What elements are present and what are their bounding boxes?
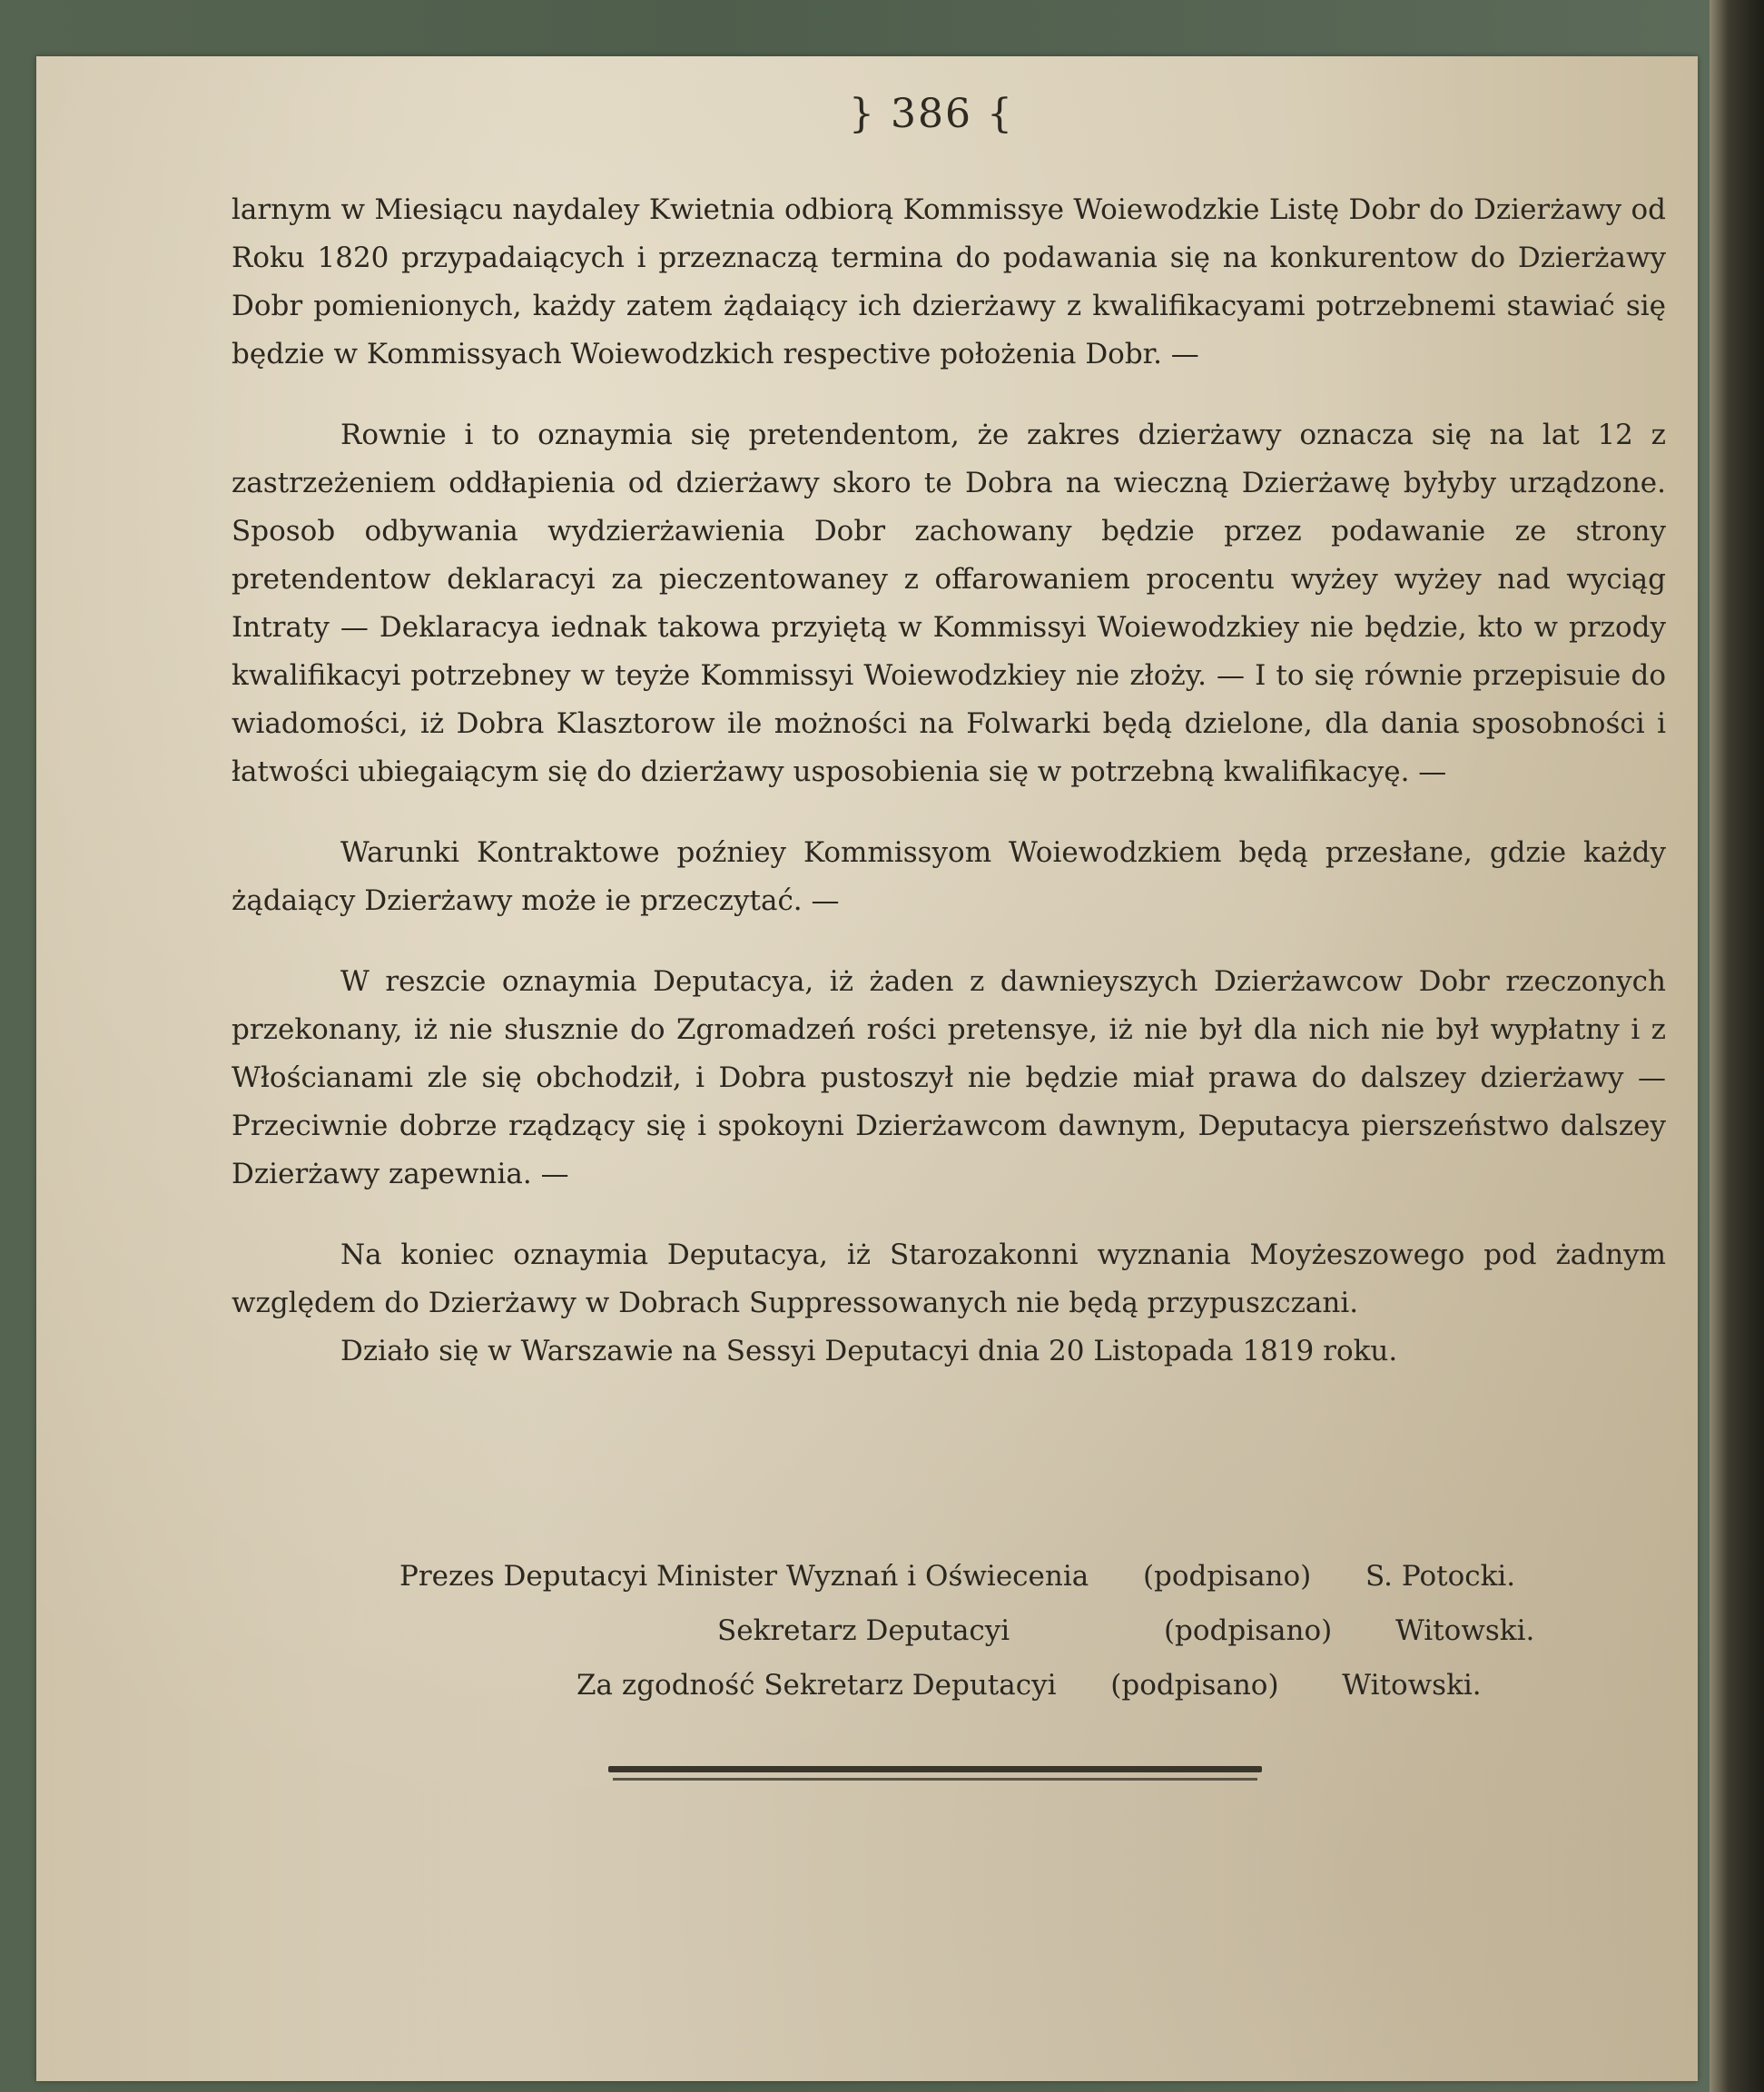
paragraph-2: Rownie i to oznaymia się pretendentom, że zakres dzierżawy oznacza się na lat 12 z zastrzeżeniem oddłapienia od dzierżawy skoro te Dobra na wieczną Dzierżawę byłyby urządzone. Sposob odbywania wydzierżawienia Dobr zachowany będzie przez podawanie ze strony pretendentow deklaracyi za pieczentowaney z offarowaniem procentu wyżey wyżey nad wyciąg Intraty — Deklaracya iednak takowa przyiętą w Kommissyi Woiewodzkiey nie będzie, kto w przody kwalifikacyi potrzebney w teyże Kommissyi Woiewodzkiey nie złoży. — I to się równie przepisuie do wiadomości, iż Dobra Klasztorow ile możności na Folwarki będą dzielone, dla dania sposobności i łatwości ubiegaiącym się do dzierżawy usposobienia się w potrzebną kwalifikacyę. — — [232, 419, 1666, 788]
signature-name: Witowski. — [1394, 1614, 1535, 1647]
page-number-value: 386 — [890, 91, 972, 137]
paragraph-4: W reszcie oznaymia Deputacya, iż żaden z dawnieyszych Dzierżawcow Dobr rzeczonych przekonany, iż nie słusznie do Zgromadzeń rości pretensye, iż nie był dla nich nie był wypłatny i z Włościanami zle się obchodził, i Dobra pustoszył nie będzie miał prawa do dalszey dzierżawy — Przeciwnie dobrze rządzący się i spokoyni Dzierżawcom dawnym, Deputacya pierszeństwo dalszey Dzierżawy zapewnia. — — [232, 965, 1666, 1190]
signature-mark: (podpisano) — [1110, 1669, 1279, 1702]
paragraph-6: Działo się w Warszawie na Sessyi Deputacyi dnia 20 Listopada 1819 roku. — [340, 1335, 1398, 1367]
page-number: } 386 { — [849, 91, 1014, 137]
paragraph-3: Warunki Kontraktowe poźniey Kommissyom Woiewodzkiem będą przesłane, gdzie każdy żądaiący Dzierżawy może ie przeczytać. — — [232, 836, 1666, 917]
book-binding — [1710, 0, 1764, 2092]
closing-rule — [608, 1766, 1262, 1772]
closing-rule-thin — [613, 1778, 1257, 1781]
signature-line-2 — [717, 1607, 1534, 1655]
signature-line-3 — [577, 1662, 1482, 1710]
signature-title: Prezes Deputacyi Minister Wyznań i Oświecenia — [399, 1560, 1089, 1593]
signature-line-1 — [399, 1553, 1515, 1601]
signature-title: Za zgodność Sekretarz Deputacyi — [577, 1669, 1057, 1702]
paragraph-1: larnym w Miesiącu naydaley Kwietnia odbiorą Kommissye Woiewodzkie Listę Dobr do Dzierżawy od Roku 1820 przypadaiących i przeznaczą termina do podawania się na konkurentow do Dzierżawy Dobr pomienionych, każdy zatem żądaiący ich dzierżawy z kwalifikacyami potrzebnemi stawiać się będzie w Kommissyach Woiewodzkich respective położenia Dobr. — — [232, 193, 1666, 370]
signature-title: Sekretarz Deputacyi — [717, 1614, 1010, 1647]
signature-mark: (podpisano) — [1142, 1560, 1312, 1593]
signature-mark: (podpisano) — [1163, 1614, 1333, 1647]
signature-name: Witowski. — [1342, 1669, 1482, 1702]
signature-name: S. Potocki. — [1365, 1560, 1516, 1593]
paragraph-5: Na koniec oznaymia Deputacya, iż Starozakonni wyznania Moyżeszowego pod żadnym względem do Dzierżawy w Dobrach Suppressowanych nie będą przypuszczani. — [232, 1238, 1666, 1319]
document-body — [232, 186, 1666, 1376]
